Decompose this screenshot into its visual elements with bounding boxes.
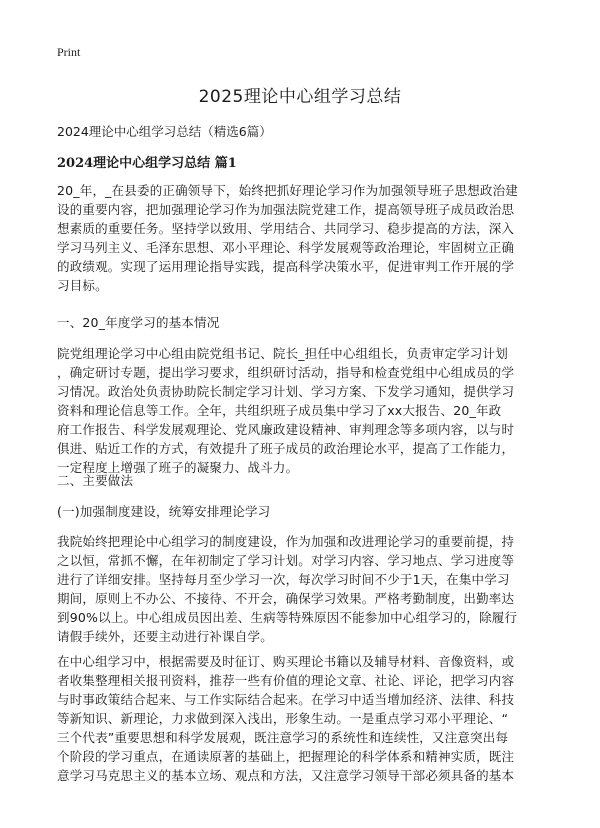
text-line: 资料和理论信息等工作。全年，共组织班子成员集中学习了xx大报告、20_年政 — [57, 403, 502, 418]
document-subtitle: 2024理论中心组学习总结（精选6篇） — [57, 124, 272, 139]
text-line: 个阶段的学习重点，在通读原著的基础上，把握理论的科学体系和精神实质，既注 — [57, 749, 515, 764]
text-line: 请假手续外，还要主动进行补课自学。 — [57, 629, 273, 644]
text-line: 20_年，_在县委的正确领导下，始终把抓好理论学习作为加强领导班子思想政治建 — [57, 183, 519, 198]
text-line: 院党组理论学习中心组由院党组书记、院长_担任中心组组长，负责审定学习计划 — [57, 346, 508, 361]
text-line: 的政绩观。实现了运用理论指导实践，提高科学决策水平，促进审判工作开展的学 — [57, 259, 515, 274]
text-line: 在中心组学习中，根据需要及时征订、购买理论书籍以及辅导材料、音像资料，或 — [57, 654, 515, 669]
section-heading: 2024理论中心组学习总结 篇1 — [57, 156, 237, 171]
text-line: 想素质的重要任务。坚持学以致用、学用结合、共同学习、稳步提高的方法，深入 — [57, 221, 515, 236]
text-line: 习目标。 — [57, 278, 108, 293]
text-line: 等新知识、新理论，力求做到深入浅出，形象生动。一是重点学习邓小平理论、“ — [57, 711, 509, 726]
text-line: 二、主要做法 — [57, 473, 134, 488]
paragraph-study-content — [57, 652, 547, 785]
paragraph-system-building — [57, 532, 547, 646]
text-line: 设的重要内容，把加强理论学习作为加强法院党建工作，提高领导班子成员政治思 — [57, 202, 515, 217]
text-line: 府工作报告、科学发展观理论、党风廉政建设精神、审判理念等多项内容，以与时 — [57, 422, 515, 437]
text-line: 与时事政策结合起来、与工作实际结合起来。在学习中适当增加经济、法律、科技 — [57, 692, 515, 707]
text-line: ，确定研讨专题，提出学习要求，组织研讨活动，指导和检查党组中心组成员的学 — [57, 365, 515, 380]
text-line: 习情况。政治处负责协助院长制定学习计划、学习方案、下发学习通知，提供学习 — [57, 384, 515, 399]
text-line: 到90%以上。中心组成员因出差、生病等特殊原因不能参加中心组学习的，除履行 — [57, 610, 518, 625]
text-line: 者收集整理相关报刊资料，推荐一些有价值的理论文章、社论、评论，把学习内容 — [57, 673, 515, 688]
paragraph-basic-situation — [57, 344, 547, 477]
document-title: 2025理论中心组学习总结 — [198, 87, 402, 107]
text-line: 三个代表”重要思想和科学发展观，既注意学习的系统性和连续性，又注意突出每 — [57, 730, 509, 745]
paragraph-intro — [57, 181, 547, 295]
text-line: (一)加强制度建设，统筹安排理论学习 — [57, 504, 271, 519]
text-line: 一、20_年度学习的基本情况 — [57, 315, 220, 330]
text-line: 我院始终把理论中心组学习的制度建设，作为加强和改进理论学习的重要前提，持 — [57, 534, 515, 549]
subheading-main-practices — [57, 471, 547, 490]
text-line: 之以恒，常抓不懈，在年初制定了学习计划。对学习内容、学习地点、学习进度等 — [57, 553, 515, 568]
subheading-basic-situation — [57, 313, 547, 332]
text-line: 期间，原则上不办公、不接待、不开会，确保学习效果。严格考勤制度，出勤率达 — [57, 591, 515, 606]
print-label: Print — [57, 45, 81, 59]
text-line: 一定程度上增强了班子的凝聚力、战斗力。 — [57, 460, 299, 475]
text-line: 俱进、贴近工作的方式，有效提升了班子成员的政治理论水平，提高了工作能力， — [57, 441, 515, 456]
text-line: 学习马列主义、毛泽东思想、邓小平理论、科学发展观等政治理论，牢固树立正确 — [57, 240, 515, 255]
text-line: 意学习马克思主义的基本立场、观点和方法，又注意学习领导干部必须具备的基本 — [57, 768, 515, 783]
subheading-system-building — [57, 502, 547, 521]
text-line: 进行了详细安排。坚持每月至少学习一次，每次学习时间不少于1天，在集中学习 — [57, 572, 510, 587]
